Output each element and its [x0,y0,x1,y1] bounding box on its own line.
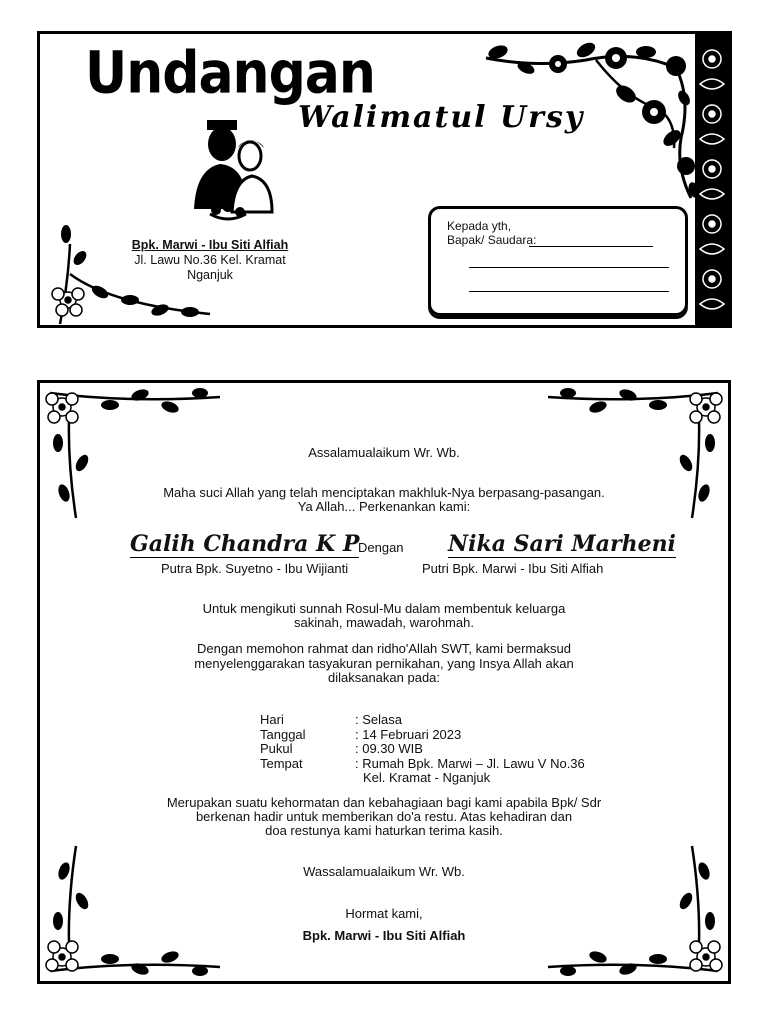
closing-line-2: berkenan hadir untuk memberikan do'a restu. Atas kehadiran dan [195,809,573,824]
recipient-name-line [529,246,653,247]
detail-row [260,728,585,743]
bride-parents: Putri Bpk. Marwi - Ibu Siti Alfiah [422,561,604,576]
sunnah-line-1: Untuk mengikuti sunnah Rosul-Mu dalam membentuk keluarga [202,601,566,616]
detail-label: Pukul [260,741,293,756]
place-line-2: Kel. Kramat - Nganjuk [363,770,491,785]
detail-value: : 14 Februari 2023 [355,726,462,742]
detail-row [260,713,585,728]
event-details [260,713,585,786]
signature: Bpk. Marwi - Ibu Siti Alfiah [302,928,466,943]
detail-label: Tempat [260,755,303,771]
detail-value: : Selasa [355,712,402,727]
floral-pattern-icon [695,34,729,325]
sender-address-line2: Nganjuk [187,268,233,282]
sender-name: Bpk. Marwi - Ibu Siti Alfiah [131,238,289,252]
bride-name: Nika Sari Marheni [448,531,676,557]
greeting: Assalamualaikum Wr. Wb. [308,445,460,460]
sunnah-line-2: sakinah, mawadah, warohmah. [294,615,474,630]
envelope-card [37,31,732,328]
couple-silhouette-icon [180,114,280,224]
connector-text: Dengan [358,540,404,555]
intent-line-2: menyelenggarakan tasyakuran pernikahan, yang Insya Allah akan [194,656,574,671]
sender-block [120,238,300,283]
sender-address-line1: Jl. Lawu No.36 Kel. Kramat [134,253,286,267]
detail-value: : Rumah Bpk. Marwi – Jl. Lawu V No.36 [355,755,585,771]
recipient-address-line [469,291,669,292]
intro-line-2: Ya Allah... Perkenankan kami: [297,499,471,514]
invitation-title: Undangan [85,40,375,108]
regards: Hormat kami, [345,906,423,921]
decorative-side-strip [695,34,729,325]
detail-row [260,742,585,757]
intro-line-1: Maha suci Allah yang telah menciptakan makhluk-Nya berpasang-pasangan. [163,485,605,500]
recipient-box [428,206,688,316]
floral-vine-icon [476,38,706,203]
detail-row [260,757,585,772]
detail-label: Hari [260,712,284,727]
detail-label: Tanggal [260,726,306,742]
invitation-subtitle: Walimatul Ursy [298,100,585,135]
detail-value: : 09.30 WIB [355,741,423,756]
closing-line-1: Merupakan suatu kehormatan dan kebahagiaan bagi kami apabila Bpk/ Sdr [166,795,602,810]
groom-parents: Putra Bpk. Suyetno - Ibu Wijianti [161,561,349,576]
detail-row [260,771,585,786]
closing-line-3: doa restunya kami haturkan terima kasih. [265,823,503,838]
groom-name: Galih Chandra K P [130,531,360,557]
intent-line-3: dilaksanakan pada: [327,670,441,685]
recipient-address-line [469,267,669,268]
farewell: Wassalamualaikum Wr. Wb. [303,864,465,879]
intent-line-1: Dengan memohon rahmat dan ridho'Allah SWT, kami bermaksud [197,641,571,656]
letter-card [37,380,731,984]
recipient-label-2: Bapak/ Saudara: [447,233,537,247]
recipient-label-1: Kepada yth, [447,219,512,233]
